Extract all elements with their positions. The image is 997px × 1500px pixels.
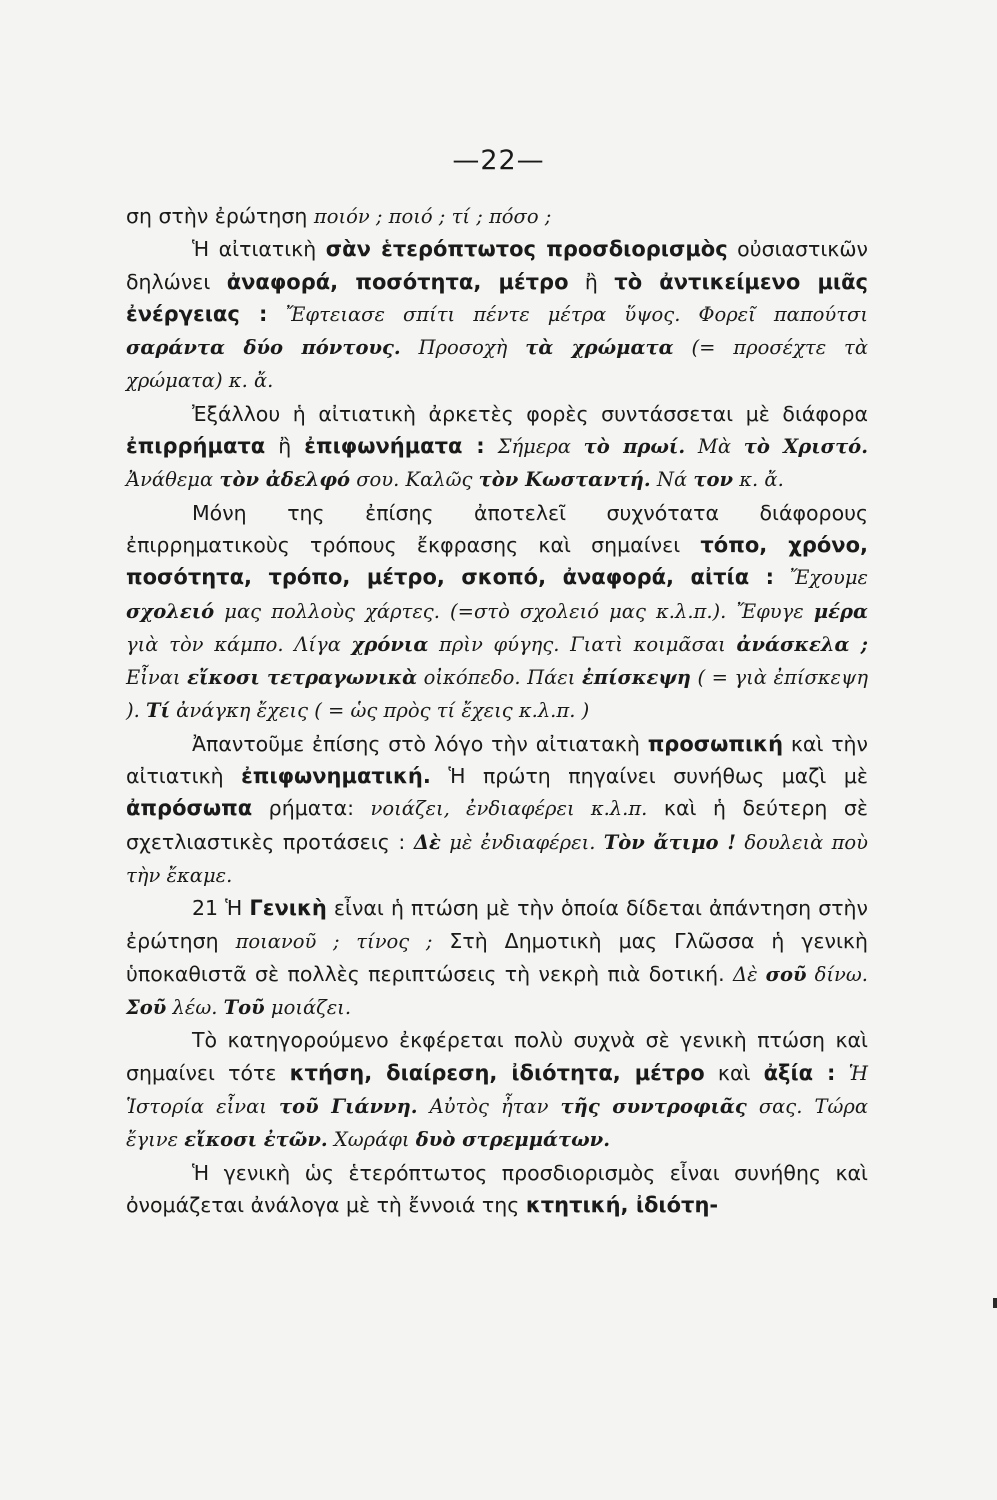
italic-text: δουλειὰ ποὺ τὴν ἔκαμε. — [126, 830, 869, 887]
italic-text: ἀνάγκη ἔχεις ( = ὡς πρὸς τί ἔχεις κ.λ.π. ) — [169, 699, 590, 723]
text-run: Στὴ Δημοτικὴ μας Γλῶσσα ἡ γενικὴ ὑποκαθιστᾶ σὲ πολλὲς περιπτώσεις τὴ νεκρὴ πιὰ δοτική. — [126, 928, 868, 986]
italic-text: Χωράφι — [327, 1128, 416, 1152]
italic-text: Αὐτὸς ἦταν — [417, 1095, 561, 1119]
text-run: Μόνη της ἐπίσης ἀποτελεῖ συχνότατα διάφορους ἐπιρρηματικοὺς τρόπους ἔκφρασης καὶ σημαίνει — [126, 500, 868, 557]
paragraph — [126, 398, 868, 497]
italic-text: δυὸ στρεμμάτων. — [415, 1128, 610, 1152]
italic-text: σας. Τώρα ἔγινε — [126, 1095, 868, 1152]
italic-text: Μὰ — [685, 435, 744, 459]
text-run: Ἡ αἰτιατικὴ — [192, 237, 326, 262]
text-run: ἢ — [265, 434, 305, 459]
italic-text: τὰ χρώματα — [525, 336, 674, 360]
italic-text: λέω. — [166, 996, 224, 1020]
paragraph — [126, 200, 868, 233]
italic-text: τὸ πρωί. — [583, 435, 686, 459]
italic-text: Ἀνάθεμα — [126, 468, 220, 492]
italic-text: σοῦ — [765, 962, 807, 986]
paragraph — [126, 497, 868, 728]
italic-text: Σήμερα — [497, 435, 584, 459]
text-run: Ἀπαντοῦμε ἐπίσης στὸ λόγο τὴν αἰτιατακὴ — [192, 731, 648, 756]
bold-text: ἐπιφωνήματα : — [304, 434, 485, 459]
italic-text: μοιάζει. — [264, 996, 352, 1020]
bold-text: σὰν ἑτερόπτωτος προσδιορισμὸς — [325, 237, 728, 262]
italic-text: νοιάζει, ἐνδιαφέρει κ.λ.π. — [370, 797, 648, 821]
italic-text: ποιανοῦ ; τίνος ; — [235, 929, 433, 953]
paragraph — [126, 892, 868, 1024]
italic-text: γιὰ τὸν κάμπο. Λίγα — [126, 632, 352, 656]
italic-text: (= προσέχτε τὰ χρώματα) κ. ἄ. — [126, 336, 869, 393]
text-run: ση στὴν ἐρώτηση — [126, 204, 314, 228]
italic-text: τὸν ἀδελφό — [219, 468, 350, 492]
italic-text: Νά — [650, 468, 694, 492]
text-run: ρήματα: — [252, 796, 371, 821]
bold-text: Γενικὴ — [249, 896, 327, 921]
italic-text: τοῦ Γιάννη. — [278, 1095, 418, 1119]
italic-text: Ἔφτειασε σπίτι πέντε μέτρα ὕψος. Φορεῖ παπούτσι — [285, 302, 868, 326]
italic-text: δίνω. — [806, 962, 868, 986]
italic-text: κ. ἄ. — [733, 468, 784, 492]
italic-text: ἀνάσκελα ; — [736, 632, 868, 656]
bold-text: ἐπιφωνηματική. — [241, 764, 431, 789]
italic-text: Τὸν ἄτιμο ! — [603, 830, 736, 854]
italic-text: τῆς συντροφιᾶς — [560, 1095, 747, 1119]
italic-text: εἴκοσι ἐτῶν. — [184, 1128, 328, 1152]
italic-text: ( = γιὰ ἐπίσκεψη ). — [126, 666, 868, 723]
italic-text: μας πολλοὺς χάρτες. (=στὸ σχολειό μας κ.λ.π.). Ἔφυγε — [214, 599, 814, 623]
bold-text: κτήση, διαίρεση, ἰδιότητα, μέτρο — [289, 1060, 705, 1085]
text-run: καὶ ἡ δεύτερη σὲ σχετλιαστικὲς προτάσεις : — [126, 796, 868, 854]
bold-text: τὸ ἀντικείμενο μιᾶς ἐνέργειας : — [126, 269, 868, 326]
italic-text: ποιόν ; ποιό ; τί ; πόσο ; — [313, 205, 552, 228]
paragraph — [126, 1157, 868, 1222]
italic-text: τον — [693, 468, 734, 492]
text-run — [774, 565, 790, 589]
italic-text: Ἔχουμε — [789, 566, 868, 590]
text-run: Ἐξάλλου ἡ αἰτιατικὴ ἀρκετὲς φορὲς συντάσσεται μὲ διάφορα — [192, 401, 868, 426]
italic-text: Σοῦ — [126, 996, 167, 1020]
text-run — [485, 434, 498, 458]
italic-text: μὲ ἐνδιαφέρει. — [440, 830, 604, 854]
italic-text: Δὲ — [733, 962, 766, 986]
bold-text: ἀπρόσωπα — [126, 796, 253, 821]
body-text — [126, 200, 868, 1221]
text-run: Ἡ πρώτη πηγαίνει συνήθως μαζὶ μὲ — [430, 764, 868, 789]
bold-text: τόπο, χρόνο, ποσότητα, τρόπο, μέτρο, σκοπό, ἀναφορά, αἰτία : — [126, 532, 868, 590]
italic-text: σαράντα δύο πόντους. — [126, 336, 401, 360]
italic-text: Τί — [146, 699, 170, 723]
italic-text: εἴκοσι τετραγωνικὰ — [187, 666, 418, 690]
text-run: 21 Ἡ — [192, 896, 250, 921]
italic-text: μέρα — [813, 599, 868, 623]
text-run: καὶ τὴν αἰτιατικὴ — [126, 731, 868, 789]
text-run: εἶναι ἡ πτώση μὲ τὴν ὁποία δίδεται ἀπάντηση στὴν ἐρώτηση — [126, 896, 869, 953]
text-run: οὐσιαστικῶν δηλώνει — [126, 237, 868, 294]
italic-text: τὸ Χριστό. — [743, 435, 868, 459]
italic-text: Εἶναι — [126, 666, 188, 690]
paragraph — [126, 233, 868, 397]
italic-text: Δὲ — [413, 830, 441, 854]
text-run: ἢ — [568, 269, 615, 294]
italic-text: πρὶν φύγης. Γιατὶ κοιμᾶσαι — [428, 632, 737, 656]
bold-text: ἀναφορά, ποσότητα, μέτρο — [226, 269, 569, 294]
bold-text: ἐπιρρήματα — [126, 434, 266, 459]
paragraph — [126, 1024, 868, 1156]
margin-mark — [993, 1298, 997, 1308]
italic-text: οἰκόπεδο. Πάει — [417, 666, 582, 690]
text-run — [835, 1061, 848, 1085]
text-run: Τὸ κατηγορούμενο ἐκφέρεται πολὺ συχνὰ σὲ γενικὴ πτώση καὶ σημαίνει τότε — [126, 1028, 868, 1085]
text-run: Ἡ γενικὴ ὡς ἑτερόπτωτος προσδιορισμὸς εἶναι συνήθης καὶ ὀνομάζεται ἀνάλογα μὲ τὴ ἔννοιά της — [126, 1160, 868, 1217]
bold-text: ἀξία : — [763, 1060, 836, 1085]
italic-text: σου. Καλῶς — [350, 468, 479, 492]
page-number: —22— — [452, 145, 545, 176]
italic-text: χρόνια — [351, 632, 429, 656]
italic-text: Προσοχὴ — [400, 336, 526, 360]
italic-text: Τοῦ — [223, 996, 265, 1020]
italic-text: σχολειό — [126, 599, 215, 623]
paragraph — [126, 728, 868, 892]
text-run: καὶ — [704, 1060, 764, 1085]
bold-text: προσωπική — [647, 731, 784, 756]
bold-text: κτητική, ἰδιότη- — [525, 1192, 719, 1217]
italic-text: τὸν Κωσταντή. — [478, 468, 651, 492]
italic-text: ἐπίσκεψη — [581, 666, 691, 690]
text-run — [267, 302, 285, 326]
italic-text: Ἡ Ἱστορία εἶναι — [126, 1061, 868, 1119]
